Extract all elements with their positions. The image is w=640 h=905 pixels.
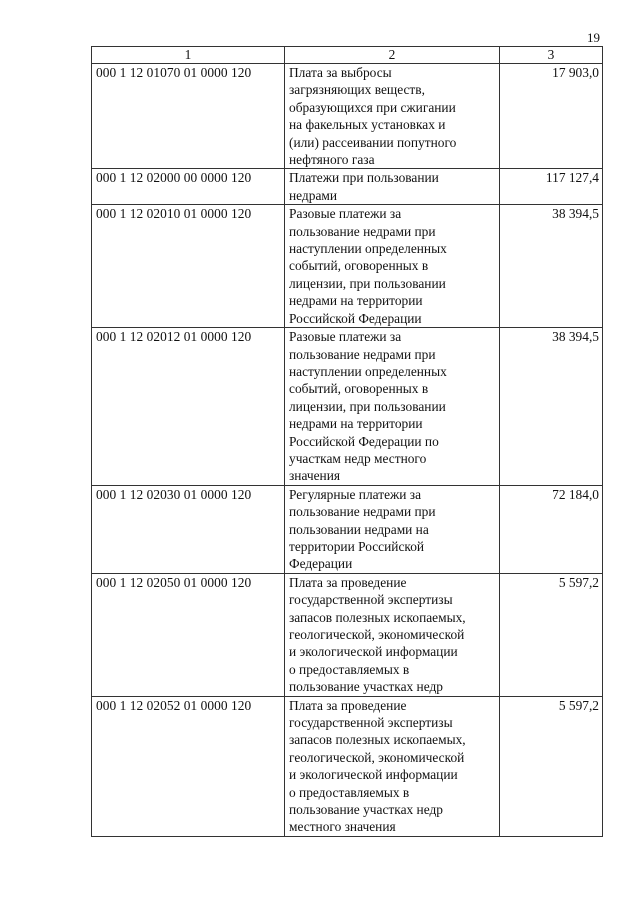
revenue-name-line: Плата за выбросы xyxy=(289,65,392,80)
classification-code: 000 1 12 02050 01 0000 120 xyxy=(92,573,285,696)
revenue-name-line: наступлении определенных xyxy=(289,241,447,257)
revenue-name-line: загрязняющих веществ, xyxy=(289,82,425,98)
revenue-name-line: Плата за проведение xyxy=(289,574,407,590)
revenue-name-line: участкам недр местного xyxy=(289,450,427,466)
revenue-name xyxy=(285,485,500,573)
classification-code: 000 1 12 02000 00 0000 120 xyxy=(92,169,285,205)
revenue-name-line: Российской Федерации по xyxy=(289,433,439,449)
table-row xyxy=(92,573,603,696)
revenue-name-line: Плата за проведение xyxy=(289,697,407,713)
revenue-name xyxy=(285,573,500,696)
revenue-name-line: Федерации xyxy=(289,556,353,572)
revenue-name-line: (или) рассеивании попутного xyxy=(289,134,457,150)
revenue-name xyxy=(285,169,500,205)
table-body xyxy=(92,64,603,837)
revenue-name-line: геологической, экономической xyxy=(289,627,465,642)
revenue-name-line: местного значения xyxy=(289,819,396,835)
revenue-name-line: недрами xyxy=(289,187,338,203)
revenue-name-line: событий, оговоренных в xyxy=(289,258,429,274)
table-row xyxy=(92,64,603,169)
revenue-name-line: событий, оговоренных в xyxy=(289,381,429,397)
revenue-name-line: запасов полезных ископаемых, xyxy=(289,609,466,625)
table-header xyxy=(92,47,603,64)
revenue-name xyxy=(285,696,500,836)
table-row xyxy=(92,485,603,573)
classification-code: 000 1 12 01070 01 0000 120 xyxy=(92,64,285,169)
revenue-name-line: пользование участках недр xyxy=(289,679,443,695)
table-row xyxy=(92,205,603,328)
table-row xyxy=(92,328,603,486)
revenue-name-line: пользование недрами при xyxy=(289,346,436,362)
revenue-name-line: наступлении определенных xyxy=(289,363,447,379)
revenue-name xyxy=(285,64,500,169)
revenue-name-line: о предоставляемых в xyxy=(289,661,410,677)
table-row xyxy=(92,696,603,836)
revenue-name-line: лицензии, при пользовании xyxy=(289,275,446,291)
revenue-name-line: нефтяного газа xyxy=(289,152,375,168)
column-header-2: 2 xyxy=(285,47,500,64)
revenue-name-line: Российской Федерации xyxy=(289,310,422,326)
amount-value: 17 903,0 xyxy=(500,64,603,169)
revenue-name-line: значения xyxy=(289,468,341,484)
revenue-name-line: лицензии, при пользовании xyxy=(289,398,446,414)
revenue-name-line: и экологической информации xyxy=(289,767,458,783)
revenue-name-line: пользование участках недр xyxy=(289,802,443,818)
table-row xyxy=(92,169,603,205)
revenue-name-line: недрами на территории xyxy=(289,293,423,309)
revenue-name-line: государственной экспертизы xyxy=(289,715,453,731)
column-header-1: 1 xyxy=(92,47,285,64)
revenue-name-line: пользование недрами при xyxy=(289,504,436,520)
revenue-name-line: образующихся при сжигании xyxy=(289,99,456,115)
classification-code: 000 1 12 02052 01 0000 120 xyxy=(92,696,285,836)
revenue-name-line: Разовые платежи за xyxy=(289,206,402,222)
revenue-name-line: недрами на территории xyxy=(289,416,423,432)
budget-table xyxy=(91,46,603,837)
amount-value: 5 597,2 xyxy=(500,696,603,836)
amount-value: 38 394,5 xyxy=(500,205,603,328)
revenue-name-line: Платежи при пользовании xyxy=(289,170,439,186)
amount-value: 38 394,5 xyxy=(500,328,603,486)
revenue-name-line: и экологической информации xyxy=(289,644,458,660)
revenue-name-line: геологической, экономической xyxy=(289,749,465,765)
amount-value: 5 597,2 xyxy=(500,573,603,696)
revenue-name-line: пользование недрами при xyxy=(289,223,436,239)
amount-value: 72 184,0 xyxy=(500,485,603,573)
revenue-name-line: пользовании недрами на xyxy=(289,521,429,537)
revenue-name-line: на факельных установках и xyxy=(289,117,446,133)
classification-code: 000 1 12 02012 01 0000 120 xyxy=(92,328,285,486)
column-header-3: 3 xyxy=(500,47,603,64)
revenue-name-line: территории Российской xyxy=(289,538,425,554)
revenue-name-line: Разовые платежи за xyxy=(289,329,402,345)
classification-code: 000 1 12 02030 01 0000 120 xyxy=(92,485,285,573)
revenue-name-line: о предоставляемых в xyxy=(289,784,410,800)
page-number: 19 xyxy=(587,30,600,45)
revenue-name-line: Регулярные платежи за xyxy=(289,486,422,502)
revenue-name-line: государственной экспертизы xyxy=(289,592,453,608)
amount-value: 117 127,4 xyxy=(500,169,603,205)
revenue-name-line: запасов полезных ископаемых, xyxy=(289,732,466,748)
revenue-name xyxy=(285,328,500,486)
classification-code: 000 1 12 02010 01 0000 120 xyxy=(92,205,285,328)
revenue-name xyxy=(285,205,500,328)
header-row xyxy=(92,47,603,64)
